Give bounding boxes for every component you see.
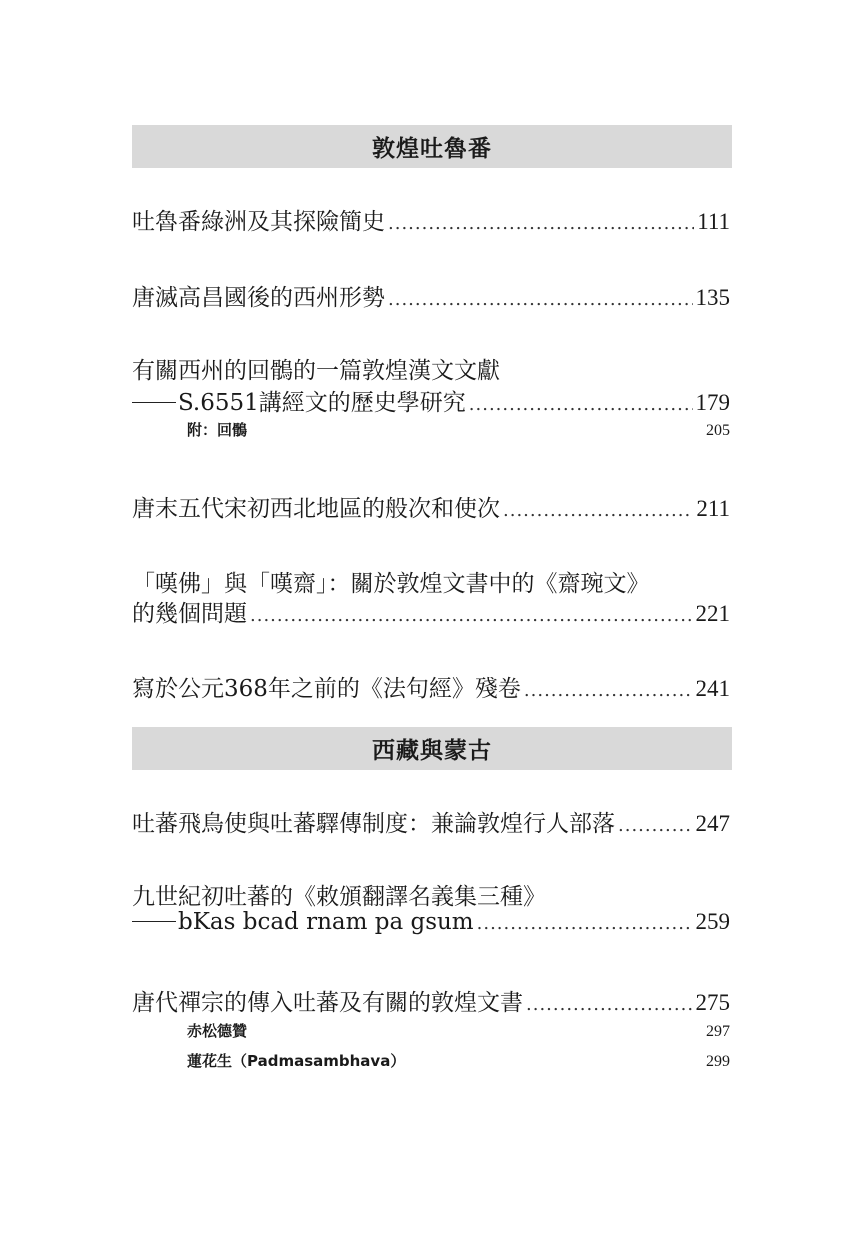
entry-page: 179 (695, 390, 730, 415)
section-header-tibet-mongolia (132, 727, 732, 770)
entry-page: 241 (695, 676, 730, 701)
dot-leader (524, 680, 693, 701)
entry-title: 唐代禪宗的傳入吐蕃及有關的敦煌文書 (132, 990, 523, 1016)
section-title: 敦煌吐魯番 (372, 136, 492, 162)
em-dash (132, 402, 176, 403)
toc-entry[interactable] (132, 490, 730, 522)
toc-subentry[interactable] (187, 419, 730, 443)
entry-title-line1[interactable]: 「嘆佛」與「嘆齋」：關於敦煌文書中的《齋琬文》 (132, 571, 650, 597)
entry-subtitle: S.6551講經文的歷史學研究 (132, 384, 466, 417)
dot-leader (388, 213, 694, 234)
dot-leader (388, 289, 693, 310)
dot-leader (477, 913, 693, 934)
toc-entry[interactable] (132, 670, 730, 702)
entry-title: 吐蕃飛鳥使與吐蕃驛傳制度：兼論敦煌行人部落 (132, 811, 615, 837)
subentry-title: 赤松德贊 (187, 1022, 248, 1040)
subentry-page: 205 (706, 422, 730, 439)
entry-page: 221 (695, 601, 730, 626)
section-title: 西藏與蒙古 (372, 738, 492, 764)
subentry-title: 蓮花生（Padmasambhava） (187, 1052, 406, 1070)
entry-page: 247 (695, 811, 730, 836)
toc-subentry[interactable] (187, 1020, 730, 1044)
entry-page: 211 (696, 496, 730, 521)
entry-title-line1[interactable]: 有關西州的回鶻的一篇敦煌漢文文獻 (132, 358, 500, 384)
entry-title: 寫於公元368年之前的《法句經》殘卷 (132, 676, 521, 702)
subentry-title: 附：回鶻 (187, 421, 248, 439)
entry-page: 259 (695, 909, 730, 934)
dot-leader (250, 605, 693, 626)
toc-entry[interactable] (132, 203, 730, 235)
toc-entry[interactable] (132, 909, 730, 941)
entry-page: 135 (695, 285, 730, 310)
toc-entry[interactable] (132, 595, 730, 627)
toc-subentry[interactable] (187, 1050, 730, 1074)
toc-entry[interactable] (132, 384, 730, 416)
entry-title-line2: 的幾個問題 (132, 601, 247, 627)
toc-entry[interactable] (132, 805, 730, 837)
entry-title: 吐魯番綠洲及其探險簡史 (132, 209, 385, 235)
section-header-dunhuang-turfan (132, 125, 732, 168)
entry-page: 111 (697, 209, 730, 234)
toc-entry[interactable] (132, 279, 730, 311)
dot-leader (503, 500, 693, 521)
em-dash (132, 921, 176, 922)
dot-leader (526, 994, 693, 1015)
dot-leader (469, 394, 693, 415)
entry-title: 唐末五代宋初西北地區的般次和使次 (132, 496, 500, 522)
subentry-page: 297 (706, 1023, 730, 1040)
subentry-page: 299 (706, 1053, 730, 1070)
entry-title-line1[interactable]: 九世紀初吐蕃的《敕頒翻譯名義集三種》 (132, 884, 546, 910)
entry-title: 唐滅高昌國後的西州形勢 (132, 285, 385, 311)
entry-page: 275 (695, 990, 730, 1015)
dot-leader (618, 815, 693, 836)
entry-subtitle: bKas bcad rnam pa gsum (132, 909, 474, 935)
toc-entry[interactable] (132, 984, 730, 1016)
